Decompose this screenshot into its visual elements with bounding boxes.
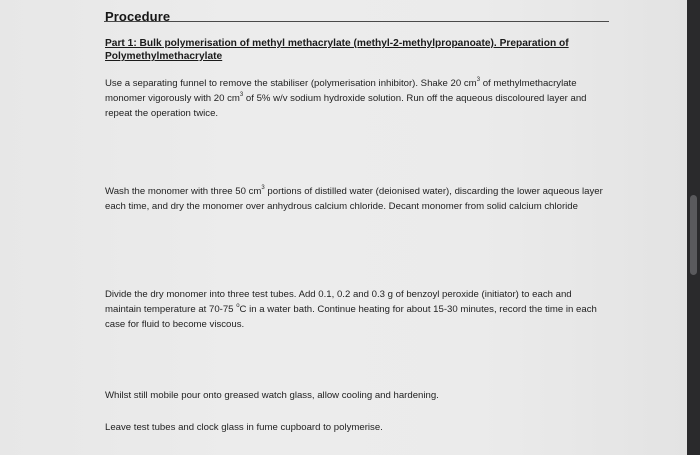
paragraph-separating-funnel: [105, 76, 610, 121]
superscript: 3: [476, 76, 481, 83]
text-run: Wash the monomer with three 50 cm: [105, 186, 262, 197]
text-run: Divide the dry monomer into three test tubes. Add 0.1, 0.2 and 0.3 g of benzoyl peroxide (initiator) to each and maintain temperature at 70-75: [105, 289, 572, 315]
superscript: 3: [239, 91, 244, 98]
paragraph-fume-cupboard: Leave test tubes and clock glass in fume cupboard to polymerise.: [105, 422, 383, 433]
text-run: Use a separating funnel to remove the stabiliser (polymerisation inhibitor). Shake 20 cm: [105, 78, 477, 89]
scrollbar-thumb[interactable]: [690, 195, 697, 275]
superscript: o: [236, 302, 240, 309]
paragraph-wash-monomer: [105, 184, 610, 214]
paragraph-pour-watch-glass: Whilst still mobile pour onto greased watch glass, allow cooling and hardening.: [105, 390, 439, 401]
text-run: of 5% w/v sodium hydroxide solution. Run off the aqueous discoloured layer and repeat the operation twice.: [105, 93, 587, 119]
text-run: portions of distilled water (deionised water), discarding the lower aqueous layer each time, and dry the monomer over anhydrous calcium chloride. Decant monomer from solid calcium chloride: [105, 186, 603, 212]
part-1-title: Part 1: Bulk polymerisation of methyl methacrylate (methyl-2-methylpropanoate). Preparation of Polymethylmethacrylate: [105, 38, 569, 62]
procedure-heading: Procedure: [105, 9, 171, 24]
text-run: C in a water bath. Continue heating for about 15-30 minutes, record the time in each case for fluid to become viscous.: [105, 304, 597, 330]
heading-divider: [104, 21, 609, 22]
superscript: 3: [261, 184, 265, 191]
paragraph-divide-monomer: [105, 287, 610, 332]
text-run: of methylmethacrylate monomer vigorously with 20 cm: [105, 78, 577, 104]
